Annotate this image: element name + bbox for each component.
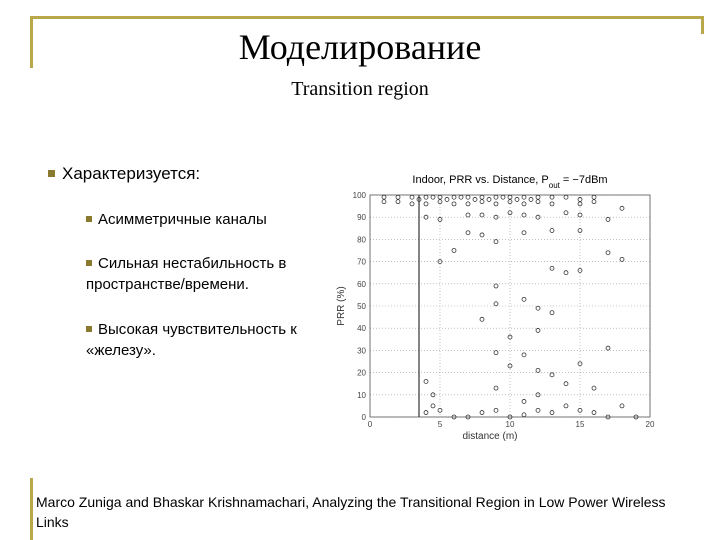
data-point	[550, 202, 554, 206]
data-point	[431, 195, 435, 199]
y-tick-label: 50	[357, 302, 366, 311]
data-point	[494, 195, 498, 199]
y-axis-label: PRR (%)	[336, 286, 347, 326]
data-point	[494, 202, 498, 206]
data-point	[536, 306, 540, 310]
data-point	[466, 202, 470, 206]
bullet-square-icon	[48, 170, 55, 177]
data-point	[459, 195, 463, 199]
data-point	[508, 211, 512, 215]
data-point	[466, 213, 470, 217]
data-point	[480, 233, 484, 237]
y-tick-label: 100	[352, 191, 366, 200]
slide-title: Моделирование	[238, 27, 482, 67]
subtitle-text: Transition region	[291, 78, 429, 100]
data-point	[550, 373, 554, 377]
data-point	[480, 317, 484, 321]
data-point	[508, 364, 512, 368]
data-point	[550, 311, 554, 315]
data-point	[410, 195, 414, 199]
data-point	[452, 202, 456, 206]
data-point	[536, 200, 540, 204]
data-point	[536, 328, 540, 332]
data-point	[480, 200, 484, 204]
x-tick-label: 10	[505, 420, 515, 429]
frame-top-rule	[30, 16, 704, 19]
bullet-item-text: Высокая чувствительность к «железу».	[86, 321, 297, 359]
data-point	[396, 195, 400, 199]
data-point	[382, 195, 386, 199]
y-tick-label: 40	[357, 324, 366, 334]
y-tick-label: 10	[357, 390, 366, 400]
data-point	[508, 335, 512, 339]
data-point	[494, 284, 498, 288]
data-point	[536, 195, 540, 199]
bullet-item-2	[86, 253, 336, 295]
data-point	[564, 195, 568, 199]
data-point	[550, 195, 554, 199]
x-tick-label: 20	[645, 420, 655, 429]
data-point	[606, 217, 610, 221]
data-point	[494, 408, 498, 412]
x-tick-label: 5	[437, 420, 443, 429]
bullet-square-icon	[86, 216, 92, 222]
y-tick-label: 30	[357, 346, 366, 356]
data-point	[522, 202, 526, 206]
data-point	[592, 195, 596, 199]
footer-citation: Marco Zuniga and Bhaskar Krishnamachari, Analyzing the Transitional Region in Low Power Wireless Links	[36, 494, 666, 530]
data-point	[606, 346, 610, 350]
x-tick-label: 15	[575, 420, 585, 429]
data-point	[522, 353, 526, 357]
bullet-main	[48, 163, 200, 184]
data-point	[536, 408, 540, 412]
data-point	[515, 197, 519, 201]
data-point	[452, 249, 456, 253]
data-point	[522, 213, 526, 217]
bullet-main-text: Характеризуется:	[62, 164, 201, 183]
data-point	[494, 386, 498, 390]
data-point	[564, 404, 568, 408]
data-point	[424, 195, 428, 199]
data-point	[522, 297, 526, 301]
chart-title: Indoor, PRR vs. Distance, $P_{out} = -7dBm$	[412, 174, 608, 190]
data-point	[564, 382, 568, 386]
data-point	[620, 404, 624, 408]
data-point	[480, 213, 484, 217]
data-point	[606, 251, 610, 255]
data-point	[620, 206, 624, 210]
data-point	[494, 351, 498, 355]
bullet-item-1	[86, 209, 267, 230]
y-tick-label: 80	[357, 235, 366, 245]
bullet-item-text: Асимметричные каналы	[98, 211, 267, 228]
data-point	[424, 202, 428, 206]
data-point	[564, 271, 568, 275]
data-point	[382, 200, 386, 204]
data-point	[522, 231, 526, 235]
data-point	[536, 368, 540, 372]
y-tick-label: 0	[361, 413, 366, 422]
data-point	[473, 197, 477, 201]
slide-subtitle	[0, 78, 720, 101]
bullet-square-icon	[86, 260, 92, 266]
data-point	[466, 231, 470, 235]
data-point	[522, 399, 526, 403]
data-point	[452, 195, 456, 199]
data-point	[410, 202, 414, 206]
data-point	[550, 411, 554, 415]
data-point	[480, 195, 484, 199]
x-axis-label: distance (m)	[462, 431, 518, 442]
data-point	[494, 240, 498, 244]
data-point	[578, 202, 582, 206]
prr-distance-chart	[330, 165, 660, 445]
y-tick-label: 90	[357, 213, 366, 223]
x-tick-label: 0	[367, 420, 373, 429]
data-point	[522, 413, 526, 417]
y-tick-label: 70	[357, 257, 366, 267]
data-point	[466, 195, 470, 199]
data-point	[522, 195, 526, 199]
data-point	[529, 197, 533, 201]
data-point	[620, 257, 624, 261]
data-point	[550, 229, 554, 233]
y-tick-label: 20	[357, 368, 366, 378]
data-point	[592, 386, 596, 390]
bullet-square-icon	[86, 326, 92, 332]
y-tick-label: 60	[357, 279, 366, 289]
data-point	[445, 197, 449, 201]
data-point	[480, 411, 484, 415]
data-point	[494, 302, 498, 306]
footer-left-rule	[30, 478, 33, 540]
data-point	[550, 266, 554, 270]
data-point	[487, 197, 491, 201]
data-point	[424, 379, 428, 383]
data-point	[431, 404, 435, 408]
data-point	[592, 200, 596, 204]
data-point	[424, 411, 428, 415]
data-point	[501, 195, 505, 199]
data-point	[564, 211, 568, 215]
data-point	[396, 200, 400, 204]
data-point	[592, 411, 596, 415]
bullet-item-3	[86, 319, 336, 361]
bullet-item-text: Сильная нестабильность в пространстве/времени.	[86, 255, 287, 293]
